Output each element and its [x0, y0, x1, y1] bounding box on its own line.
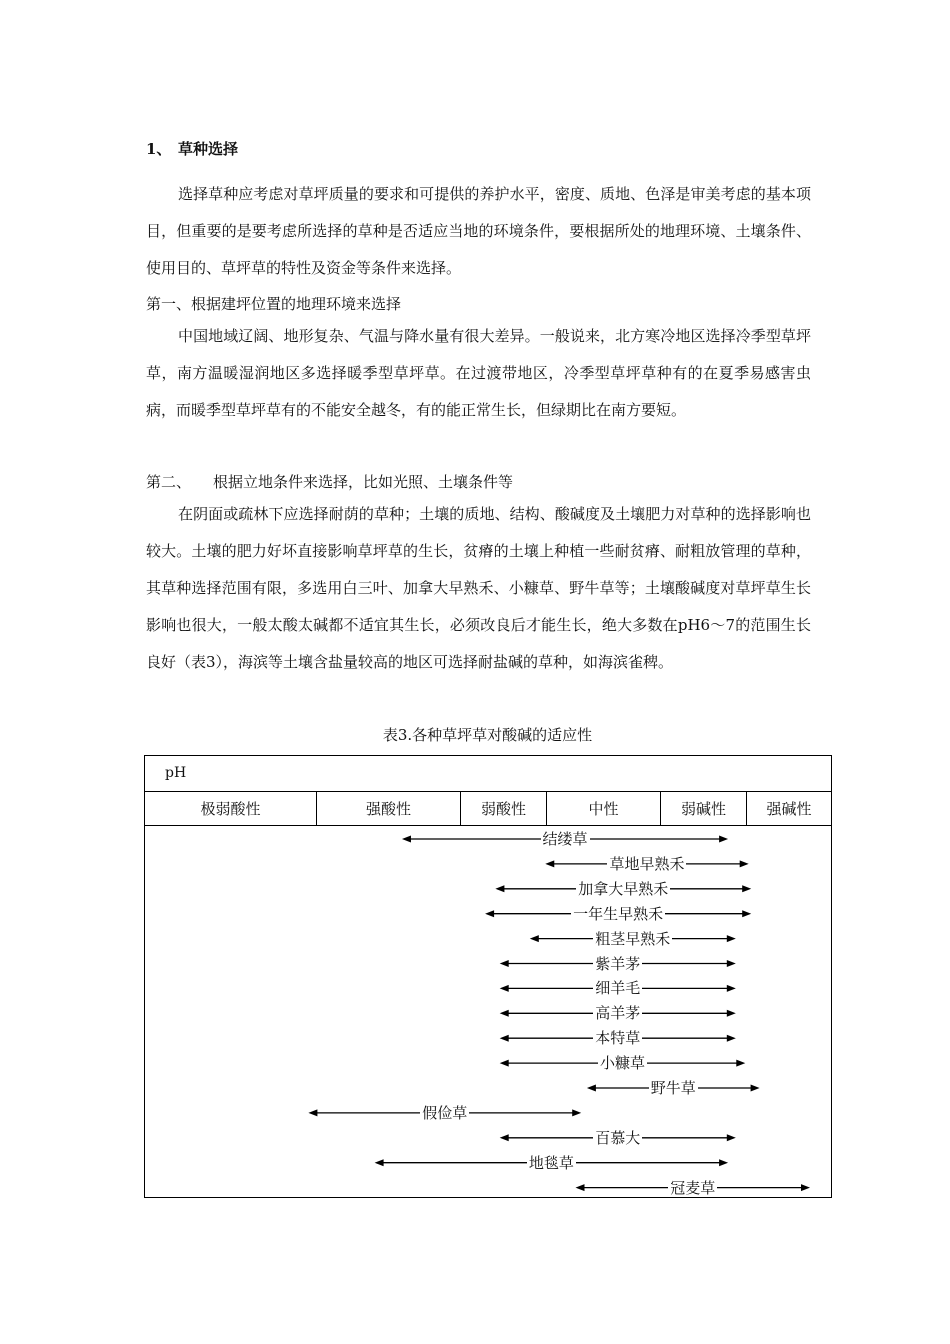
- arrow-right-head: [727, 1035, 736, 1042]
- arrow-right-head: [719, 1159, 728, 1166]
- arrow-right-head: [751, 1085, 760, 1092]
- arrow-left-head: [500, 1060, 509, 1067]
- arrow-left-head: [545, 860, 554, 867]
- grass-label: 草地早熟禾: [609, 854, 685, 873]
- grass-label: 百慕大: [595, 1128, 641, 1147]
- column-header: 强碱性: [747, 792, 831, 826]
- table-caption: 表3.各种草坪草对酸碱的适应性: [382, 726, 593, 744]
- grass-label: 假俭草: [422, 1103, 468, 1122]
- arrow-left-head: [402, 836, 411, 843]
- arrow-left-head: [500, 960, 509, 967]
- arrow-left-head: [308, 1109, 317, 1116]
- grass-label: 加拿大早熟禾: [578, 879, 669, 898]
- arrow-left-head: [375, 1159, 384, 1166]
- arrow-right-head: [801, 1184, 810, 1191]
- arrow-right-head: [736, 1060, 745, 1067]
- arrow-right-head: [742, 910, 751, 917]
- grass-label: 野牛草: [650, 1079, 696, 1097]
- arrow-right-head: [727, 985, 736, 992]
- grass-label: 粗茎早熟禾: [595, 929, 671, 948]
- section-heading: [146, 138, 238, 159]
- column-header: 弱碱性: [661, 792, 747, 826]
- grass-label: 冠麦草: [670, 1178, 716, 1197]
- arrow-right-head: [740, 860, 749, 867]
- arrow-left-head: [495, 885, 504, 892]
- range-arrows-svg: [145, 826, 831, 1198]
- grass-label: 本特草: [595, 1029, 641, 1048]
- first-subheading: 第一、根据建坪位置的地理环境来选择: [146, 295, 402, 313]
- column-header: 弱酸性: [461, 792, 547, 826]
- arrow-left-head: [576, 1184, 585, 1191]
- grass-label: 高羊茅: [595, 1004, 641, 1023]
- arrow-left-head: [500, 985, 509, 992]
- section-number: 1、: [146, 140, 172, 158]
- arrow-left-head: [500, 1010, 509, 1017]
- column-header: 中性: [547, 792, 661, 826]
- arrow-right-head: [727, 960, 736, 967]
- column-header: 极弱酸性: [145, 792, 317, 826]
- arrow-right-head: [727, 935, 736, 942]
- arrow-right-head: [727, 1010, 736, 1017]
- arrow-right-head: [572, 1109, 581, 1116]
- section-title: 草种选择: [178, 140, 239, 158]
- grass-label: 一年生早熟禾: [573, 904, 664, 923]
- grass-label: 细羊毛: [595, 979, 641, 998]
- second-subheading-text: 根据立地条件来选择，比如光照、土壤条件等: [213, 473, 514, 491]
- arrow-left-head: [485, 910, 494, 917]
- second-paragraph: 在阴面或疏林下应选择耐荫的草种；土壤的质地、结构、酸碱度及土壤肥力对草种的选择影响也较大。土壤的肥力好坏直接影响草坪草的生长，贫瘠的土壤上种植一些耐贫瘠、耐粗放管理的草种，其草种选择范围有限，多选用白三叶、加拿大早熟禾、小糠草、野牛草等；土壤酸碱度对草坪草生长影响也很大，一般太酸太碱都不适宜其生长，必须改良后才能生长，绝大多数在pH6～7的范围生长良好（表3），海滨等土壤含盐量较高的地区可选择耐盐碱的草种，如海滨雀稗。: [146, 505, 811, 671]
- column-header: 强酸性: [317, 792, 461, 826]
- second-subheading: [146, 471, 513, 492]
- second-subheading-number: 第二、: [146, 473, 192, 491]
- first-paragraph: 中国地域辽阔、地形复杂、气温与降水量有很大差异。一般说来，北方寒冷地区选择冷季型草坪草，南方温暖湿润地区多选择暖季型草坪草。在过渡带地区，冷季型草坪草种有的在夏季易感害虫病，而暖季型草坪草有的不能安全越冬，有的能正常生长，但绿期比在南方要短。: [146, 327, 811, 419]
- intro-paragraph: 选择草种应考虑对草坪质量的要求和可提供的养护水平，密度、质地、色泽是审美考虑的基本项目，但重要的是要考虑所选择的草种是否适应当地的环境条件，要根据所处的地理环境、土壤条件、使用目的、草坪草的特性及资金等条件来选择。: [146, 185, 811, 277]
- ph-label: pH: [165, 765, 187, 781]
- grass-label: 紫羊茅: [595, 954, 641, 973]
- arrow-right-head: [719, 836, 728, 843]
- arrow-right-head: [742, 885, 751, 892]
- range-arrows-area: [145, 826, 831, 1198]
- arrow-right-head: [727, 1134, 736, 1141]
- ph-header-row: [145, 756, 831, 792]
- arrow-left-head: [500, 1134, 509, 1141]
- arrow-left-head: [500, 1035, 509, 1042]
- arrow-left-head: [587, 1085, 596, 1092]
- grass-label: 地毯草: [528, 1153, 574, 1172]
- arrow-left-head: [530, 935, 539, 942]
- grass-label: 结缕草: [542, 830, 588, 848]
- ph-adaptation-table: [144, 755, 832, 1198]
- grass-label: 小糠草: [599, 1054, 645, 1073]
